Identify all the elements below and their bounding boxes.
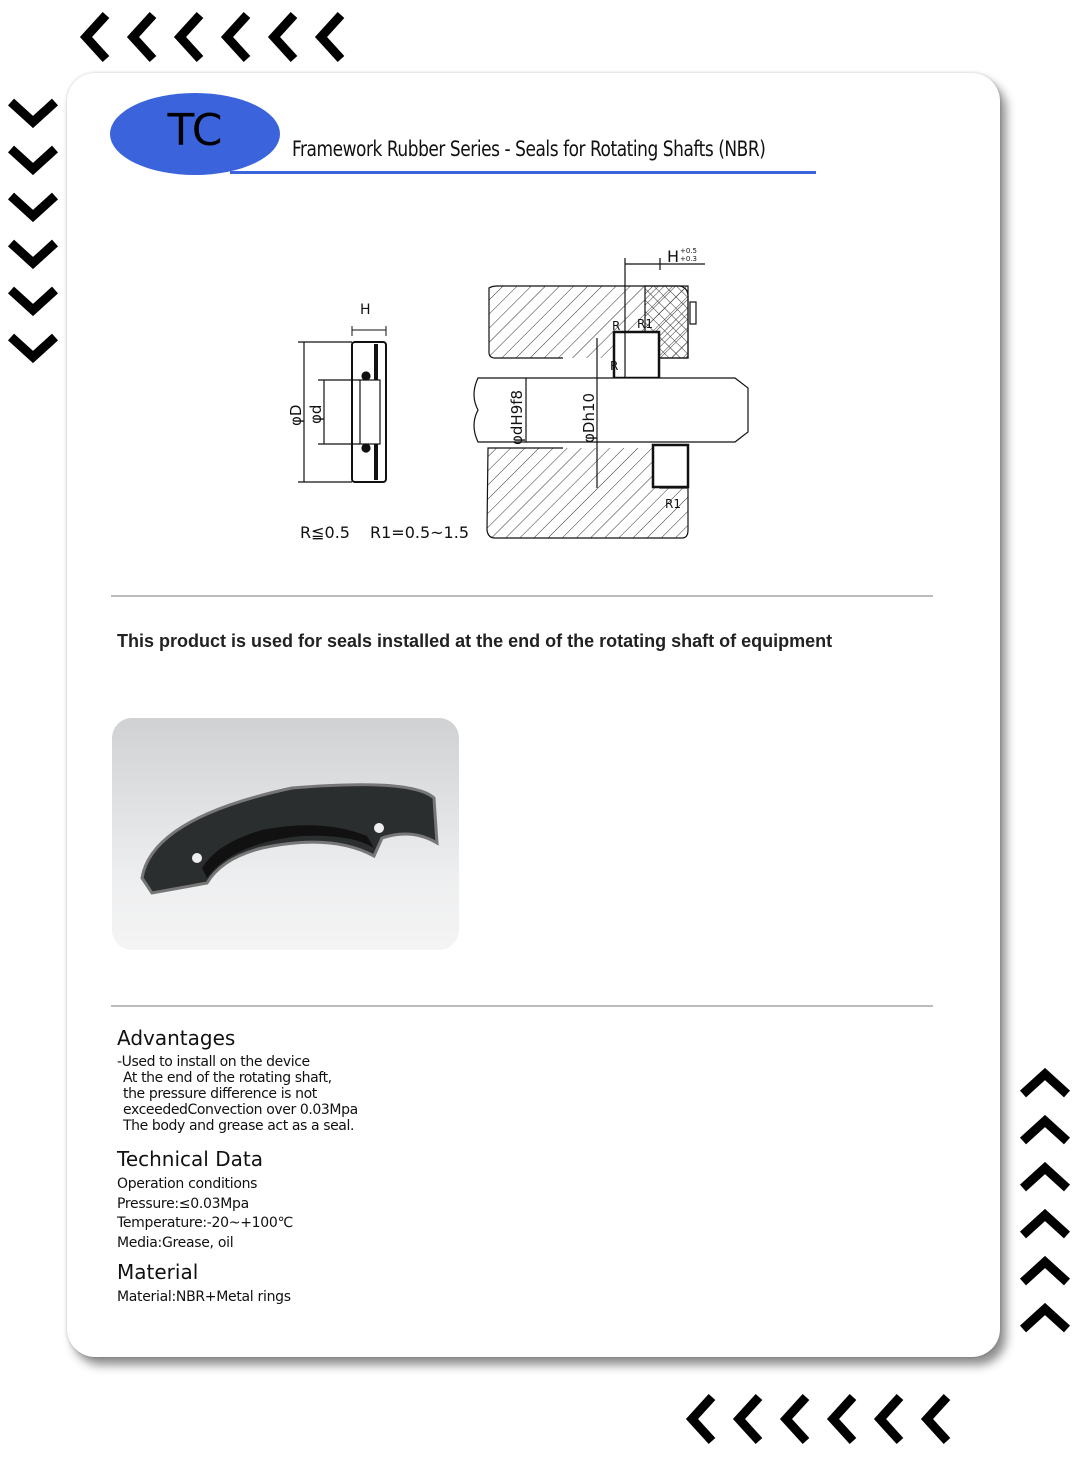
h-tolerance-label: H (667, 247, 680, 266)
material-line: Material:NBR+Metal rings (117, 1289, 291, 1305)
material-heading: Material (117, 1260, 199, 1284)
technical-line: Operation conditions (117, 1176, 258, 1192)
r-label-top: R (612, 319, 621, 333)
divider (111, 595, 933, 597)
title-underline (230, 171, 816, 174)
phi-dh10-label: φDh10 (580, 392, 598, 443)
h-label: H (360, 302, 371, 318)
advantages-heading: Advantages (117, 1026, 236, 1050)
advantages-line: The body and grease act as a seal. (123, 1118, 355, 1134)
technical-line: Temperature:-20~+100℃ (117, 1215, 293, 1231)
page-title: Framework Rubber Series - Seals for Rotating Shafts (NBR) (292, 137, 766, 161)
technical-line: Media:Grease, oil (117, 1234, 234, 1251)
advantages-section (117, 1026, 358, 1134)
formula-r: R≦0.5 (300, 523, 350, 542)
advantages-line: -Used to install on the device (117, 1054, 310, 1070)
r1-label-bottom: R1 (665, 497, 681, 511)
oil-seal-image (112, 718, 459, 950)
material-section (117, 1260, 291, 1308)
chevron-up-column-right-icon (1018, 1066, 1072, 1341)
advantages-line: exceededConvection over 0.03Mpa (123, 1102, 358, 1118)
tolerance-upper: +0.5 (680, 247, 697, 255)
formula-r1: R1=0.5~1.5 (370, 523, 469, 542)
seal-technical-drawing (280, 240, 780, 560)
technical-data-heading: Technical Data (117, 1147, 263, 1171)
tolerance-lower: +0.3 (680, 255, 697, 263)
technical-data-section (117, 1147, 293, 1253)
product-photo (112, 718, 459, 950)
technical-line: Pressure:≤0.03Mpa (117, 1195, 249, 1212)
divider (111, 1005, 933, 1007)
product-card (67, 73, 1000, 1357)
phi-d-outer-label: φD (287, 404, 305, 426)
chevron-left-row-top-icon (78, 10, 358, 64)
phi-d-inner-label: φd (307, 404, 325, 424)
advantages-line: At the end of the rotating shaft, (123, 1070, 332, 1086)
r1-label-top: R1 (637, 317, 653, 331)
r-label-lower: R (610, 359, 619, 373)
series-badge: TC (110, 93, 280, 175)
product-description: This product is used for seals installed at the end of the rotating shaft of equipment (117, 631, 833, 651)
advantages-line: the pressure difference is not (123, 1086, 317, 1102)
chevron-down-column-left-icon (6, 96, 60, 371)
phi-dh9f8-label: φdH9f8 (508, 389, 526, 445)
chevron-left-row-bottom-icon (684, 1392, 964, 1446)
